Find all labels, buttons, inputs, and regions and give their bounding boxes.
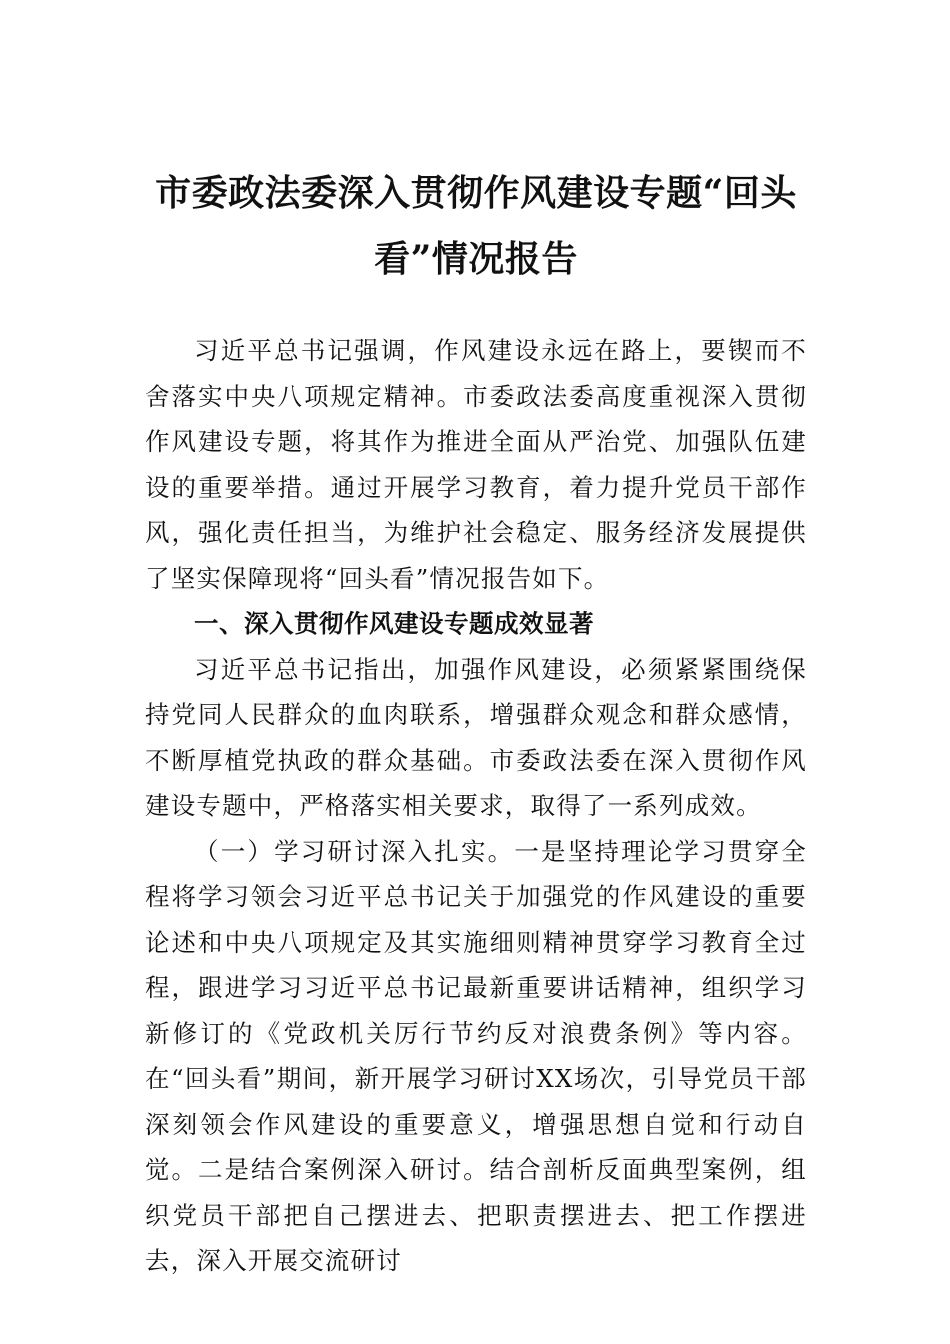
subsection-1-paragraph: （一）学习研讨深入扎实。一是坚持理论学习贯穿全程将学习领会习近平总书记关于加强党的作风建设的重要论述和中央八项规定及其实施细则精神贯穿学习教育全过程，跟进学习习近平总书记最新重要讲话精神，组织学习新修订的《党政机关厉行节约反对浪费条例》等内容。在“回头看”期间，新开展学习研讨XX场次，引导党员干部深刻领会作风建设的重要意义，增强思想自觉和行动自觉。二是结合案例深入研讨。结合剖析反面典型案例，组织党员干部把自己摆进去、把职责摆进去、把工作摆进去，深入开展交流研讨 [145,836,807,1275]
document-title: 市委政法委深入贯彻作风建设专题“回头看”情况报告 [155,172,797,280]
document-body [145,328,807,1284]
intro-paragraph: 习近平总书记强调，作风建设永远在路上，要锲而不舍落实中央八项规定精神。市委政法委高度重视深入贯彻作风建设专题，将其作为推进全面从严治党、加强队伍建设的重要举措。通过开展学习教育，着力提升党员干部作风，强化责任担当，为维护社会稳定、服务经济发展提供了坚实保障现将“回头看”情况报告如下。 [145,336,807,593]
section-heading-1: 一、深入贯彻作风建设专题成效显著 [194,609,594,638]
section-1-paragraph: 习近平总书记指出，加强作风建设，必须紧紧围绕保持党同人民群众的血肉联系，增强群众观念和群众感情，不断厚植党执政的群众基础。市委政法委在深入贯彻作风建设专题中，严格落实相关要求，取得了一系列成效。 [145,654,807,820]
